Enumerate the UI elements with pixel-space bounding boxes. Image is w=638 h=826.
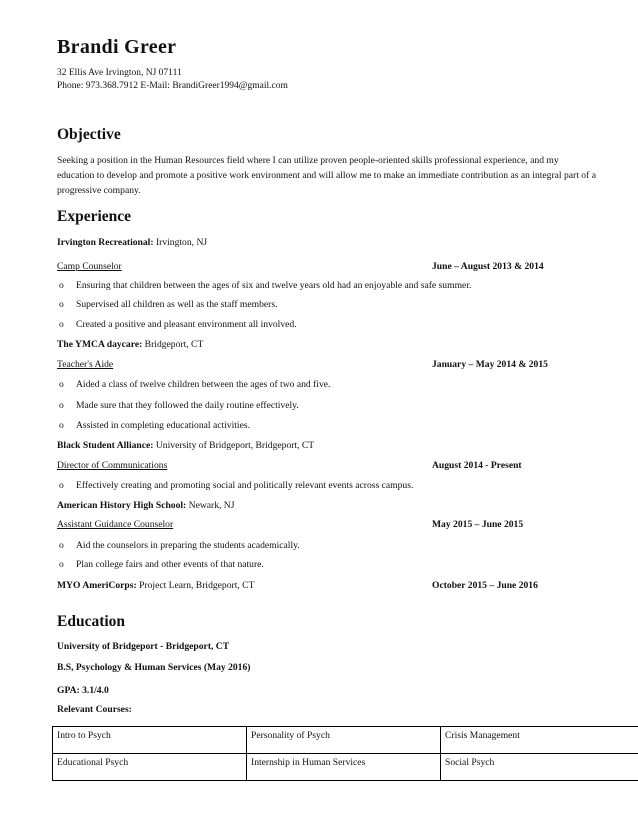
education-heading: Education <box>57 613 126 630</box>
experience-dates: August 2014 - Present <box>432 460 522 471</box>
org-name: The YMCA daycare: <box>57 339 143 350</box>
bullet-marker: o <box>59 379 64 390</box>
bullet-marker: o <box>59 559 64 570</box>
org-location: Newark, NJ <box>186 500 235 511</box>
experience-bullet: Created a positive and pleasant environment all involved. <box>76 319 297 330</box>
relevant-courses-label: Relevant Courses: <box>57 704 132 715</box>
course-cell: Internship in Human Services <box>247 754 441 781</box>
bullet-marker: o <box>59 319 64 330</box>
bullet-marker: o <box>59 540 64 551</box>
course-cell: Social Psych <box>441 754 638 781</box>
experience-org <box>57 237 207 248</box>
org-name: American History High School: <box>57 500 187 511</box>
education-school: University of Bridgeport - Bridgeport, CT <box>57 641 230 652</box>
objective-text: Seeking a position in the Human Resources field where I can utilize proven people-oriented skills professional experience, and my education to develop and promote a positive work environment and will allow me to make an immediate contribution as an integral part of a progressive company. <box>57 155 596 196</box>
courses-table <box>52 726 638 781</box>
org-name: Irvington Recreational: <box>57 237 154 248</box>
bullet-marker: o <box>59 420 64 431</box>
experience-bullet: Supervised all children as well as the staff members. <box>76 299 278 310</box>
experience-bullet: Assisted in completing educational activities. <box>76 420 250 431</box>
education-degree: B.S, Psychology & Human Services (May 2016) <box>57 662 251 673</box>
experience-org <box>57 500 234 511</box>
experience-role: Camp Counselor <box>57 261 122 272</box>
bullet-marker: o <box>59 280 64 291</box>
experience-org <box>57 580 254 591</box>
org-location: Bridgeport, CT <box>142 339 204 350</box>
table-row <box>53 727 638 754</box>
bullet-marker: o <box>59 400 64 411</box>
experience-bullet: Ensuring that children between the ages of six and twelve years old had an enjoyable and safe summer. <box>76 280 472 291</box>
experience-role: Director of Communications <box>57 460 168 471</box>
experience-heading: Experience <box>57 208 132 225</box>
course-cell: Crisis Management <box>441 727 638 754</box>
bullet-marker: o <box>59 299 64 310</box>
bullet-marker: o <box>59 480 64 491</box>
resume-name: Brandi Greer <box>57 36 177 58</box>
course-cell: Intro to Psych <box>53 727 247 754</box>
experience-dates: June – August 2013 & 2014 <box>432 261 544 272</box>
experience-bullet: Aid the counselors in preparing the students academically. <box>76 540 300 551</box>
experience-dates: January – May 2014 & 2015 <box>432 359 548 370</box>
education-gpa: GPA: 3.1/4.0 <box>57 685 109 696</box>
objective-heading: Objective <box>57 126 121 143</box>
experience-dates: October 2015 – June 2016 <box>432 580 538 591</box>
org-location: Project Learn, Bridgeport, CT <box>136 580 255 591</box>
experience-org <box>57 440 314 451</box>
course-cell: Educational Psych <box>53 754 247 781</box>
contact-line: Phone: 973.368.7912 E-Mail: BrandiGreer1994@gmail.com <box>57 81 288 91</box>
experience-bullet: Effectively creating and promoting social and politically relevant events across campus. <box>76 480 414 491</box>
experience-bullet: Made sure that they followed the daily routine effectively. <box>76 400 299 411</box>
org-name: MYO AmeriCorps: <box>57 580 137 591</box>
experience-dates: May 2015 – June 2015 <box>432 519 524 530</box>
experience-org <box>57 339 203 350</box>
org-location: Irvington, NJ <box>153 237 208 248</box>
table-row <box>53 754 638 781</box>
experience-role: Assistant Guidance Counselor <box>57 519 174 530</box>
address-line: 32 Ellis Ave Irvington, NJ 07111 <box>57 68 182 78</box>
course-cell: Personality of Psych <box>247 727 441 754</box>
experience-bullet: Plan college fairs and other events of that nature. <box>76 559 264 570</box>
org-name: Black Student Alliance: <box>57 440 154 451</box>
experience-bullet: Aided a class of twelve children between the ages of two and five. <box>76 379 331 390</box>
org-location: University of Bridgeport, Bridgeport, CT <box>153 440 315 451</box>
experience-role: Teacher's Aide <box>57 359 114 370</box>
